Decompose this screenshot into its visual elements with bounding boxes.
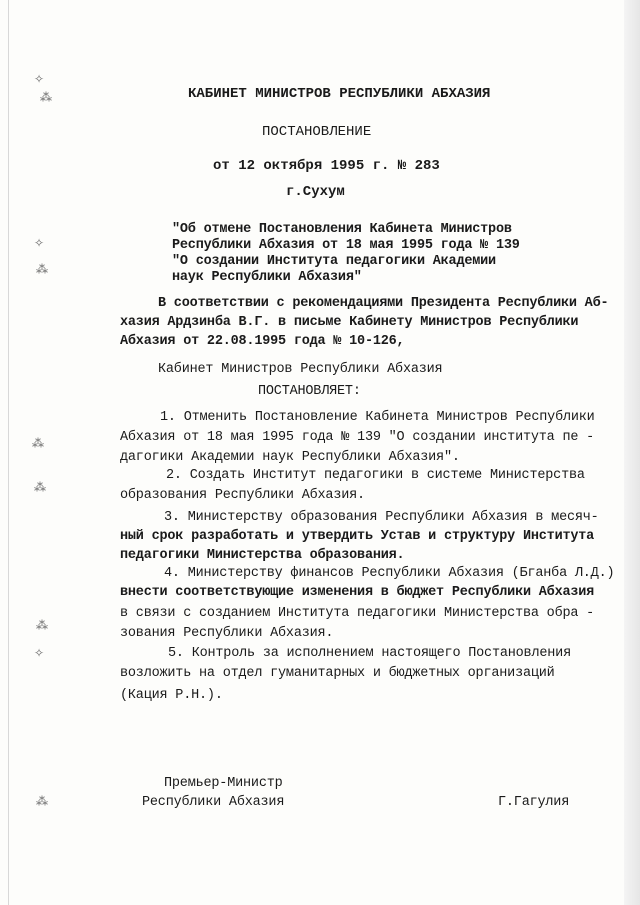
margin-mark: ✧ [34,236,45,250]
cabinet-line: Кабинет Министров Республики Абхазия [158,362,443,377]
decides-heading: ПОСТАНОВЛЯЕТ: [258,384,361,399]
signature-position: Премьер-Министр [164,776,283,791]
margin-mark: ⁂ [36,794,48,808]
item-4-line: 4. Министерству финансов Республики Абхазия (Бганба Л.Д.) [164,566,615,581]
item-4-line: в связи с созданием Института педагогики Министерства обра - [120,606,595,621]
item-4-line: внести соответствующие изменения в бюджет Республики Абхазия [120,585,595,600]
preamble-line: В соответствии с рекомендациями Президента Республики Аб- [158,296,609,311]
signature-name: Г.Гагулия [498,795,570,810]
page-edge-line [8,0,9,905]
item-1-line: дагогики Академии наук Республики Абхазия". [120,450,460,465]
item-5-line: 5. Контроль за исполнением настоящего Постановления [168,646,571,661]
margin-mark: ⁂ [36,262,48,276]
page-edge-shadow [624,0,640,905]
margin-mark: ⁂ [36,618,48,632]
item-5-line: (Кация Р.Н.). [120,688,223,703]
preamble-line: хазия Ардзинба В.Г. в письме Кабинету Министров Республики [120,315,579,330]
item-1-line: Абхазия от 18 мая 1995 года № 139 "О создании института пе - [120,430,595,445]
doc-type: ПОСТАНОВЛЕНИЕ [262,124,372,140]
city: г.Сухум [286,184,345,200]
margin-mark: ⁂ [32,436,44,450]
item-3-line: педагогики Министерства образования. [120,548,405,563]
item-1-line: 1. Отменить Постановление Кабинета Министров Республики [160,410,595,425]
title-line: наук Республики Абхазия" [172,270,362,285]
signature-position: Республики Абхазия [142,795,285,810]
item-2-line: 2. Создать Институт педагогики в системе Министерства [166,468,585,483]
item-3-line: 3. Министерству образования Республики Абхазия в месяч- [164,510,599,525]
item-3-line: ный срок разработать и утвердить Устав и структуру Института [120,529,595,544]
item-5-line: возложить на отдел гуманитарных и бюджетных организаций [120,666,555,681]
margin-mark: ✧ [34,72,45,86]
item-2-line: образования Республики Абхазия. [120,488,365,503]
margin-mark: ⁂ [40,90,52,104]
title-line: "О создании Института педагогики Академии [172,254,496,269]
margin-mark: ✧ [34,646,45,660]
date-number: от 12 октября 1995 г. № 283 [213,158,440,174]
org-header: КАБИНЕТ МИНИСТРОВ РЕСПУБЛИКИ АБХАЗИЯ [188,86,491,102]
title-line: "Об отмене Постановления Кабинета Министров [172,222,512,237]
margin-mark: ⁂ [34,480,46,494]
title-line: Республики Абхазия от 18 мая 1995 года № 139 [172,238,520,253]
item-4-line: зования Республики Абхазия. [120,626,334,641]
preamble-line: Абхазия от 22.08.1995 года № 10-126, [120,334,405,349]
